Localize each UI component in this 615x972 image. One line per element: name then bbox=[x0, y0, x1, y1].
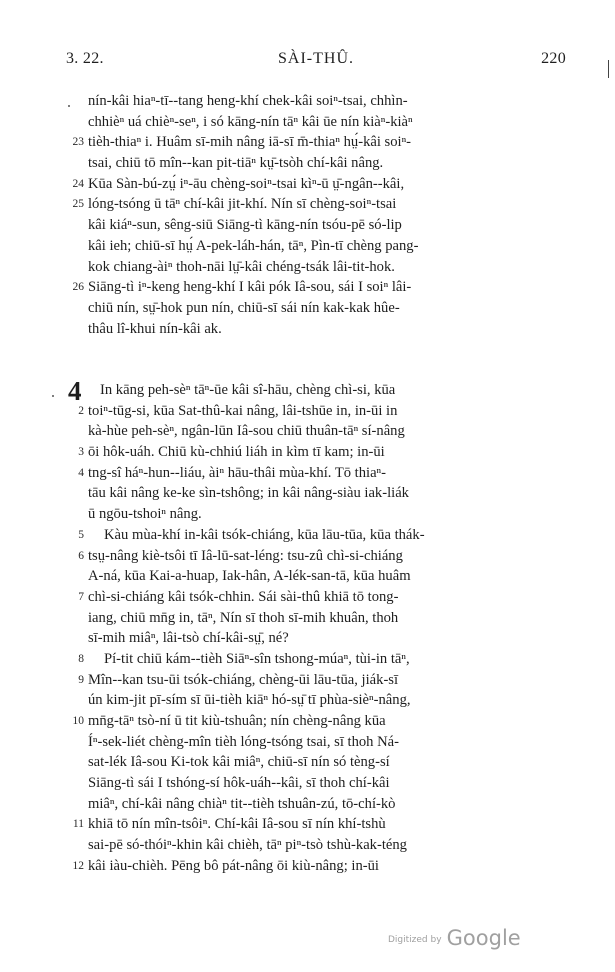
line-text: lóng-tsóng ū tāⁿ chí-kâi jit-khí. Nín sī chèng-soiⁿ-tsai bbox=[88, 196, 397, 213]
verse-number: 23 bbox=[72, 136, 84, 149]
text-line bbox=[72, 132, 553, 153]
line-text: ōi hôk-uáh. Chiū kù-chhiú liáh in kìm tī kam; in-ūi bbox=[88, 444, 385, 461]
verse-number: 4 bbox=[78, 466, 84, 479]
running-header bbox=[66, 50, 566, 74]
text-line bbox=[88, 773, 553, 794]
verse-number: 6 bbox=[78, 549, 84, 562]
section-chapter-3-end bbox=[72, 91, 553, 339]
line-text: Pí-tit chiū kám--tièh Siāⁿ-sîn tshong-múaⁿ, tùi-in tāⁿ, bbox=[104, 650, 410, 667]
text-line bbox=[78, 442, 553, 463]
line-text: A-ná, kūa Kai-a-huap, Iak-hân, A-lék-san-tā, kūa huâm bbox=[88, 568, 411, 585]
line-text: kâi kiáⁿ-sun, sêng-siū Siāng-tì kāng-nín tsóu-pē só-lip bbox=[88, 217, 402, 234]
line-text: ún kim-jit pī-sím sī ūi-tièh kiāⁿ hó-sṳ̄ tī phùa-sièⁿ-nâng, bbox=[88, 692, 411, 709]
text-line bbox=[72, 277, 553, 298]
text-line bbox=[88, 752, 553, 773]
text-line bbox=[72, 856, 553, 877]
line-text: sat-lék Iâ-sou Ki-tok kâi miâⁿ, chiū-sī nín só tèng-sí bbox=[88, 754, 390, 771]
text-line bbox=[88, 504, 553, 525]
text-line bbox=[88, 215, 553, 236]
line-text: sai-pē só-thóiⁿ-khin kâi chièh, tāⁿ piⁿ-tsò tshù-kak-téng bbox=[88, 837, 407, 854]
text-line bbox=[88, 112, 553, 133]
text-line bbox=[88, 319, 553, 340]
text-line bbox=[78, 546, 553, 567]
section-chapter-4 bbox=[68, 376, 553, 877]
line-text: kà-hùe peh-sèⁿ, ngân-lūn Iâ-sou chiū thuân-tāⁿ sí-nâng bbox=[88, 423, 405, 440]
line-text: mn̄g-tāⁿ tsò-ní ū tit kiù-tshuân; nín chèng-nâng kūa bbox=[88, 713, 386, 729]
line-text: Siāng-tì iⁿ-keng heng-khí I kâi pók Iâ-sou, sái I soiⁿ lâi- bbox=[88, 279, 412, 296]
text-line bbox=[88, 794, 553, 815]
verse-number: 10 bbox=[72, 715, 84, 727]
line-text: nín-kâi hiaⁿ-tī--tang heng-khí chek-kâi soiⁿ-tsai, chhìn- bbox=[88, 93, 408, 109]
google-logo: Google bbox=[446, 926, 521, 950]
line-text: toiⁿ-tūg-si, kūa Sat-thû-kai nâng, lâi-tshūe in, in-ūi in bbox=[88, 402, 398, 419]
text-line bbox=[72, 814, 553, 835]
line-text: khiā tō nín mîn-tsôiⁿ. Chí-kâi Iâ-sou sī nín khí-tshù bbox=[88, 816, 386, 833]
verse-number: 5 bbox=[78, 528, 84, 541]
text-line bbox=[88, 257, 553, 278]
text-line bbox=[88, 91, 553, 112]
chapter-verse-ref: 3. 22. bbox=[66, 50, 104, 67]
line-text: Mîn--kan tsu-ūi tsók-chiáng, chèng-ūi lāu-tūa, jiák-sī bbox=[88, 671, 399, 688]
text-line bbox=[88, 835, 553, 856]
line-text: Siāng-tì sái I tshóng-sí hôk-uáh--kâi, sī thoh chí-kâi bbox=[88, 775, 390, 792]
text-line bbox=[88, 732, 553, 753]
line-text: miâⁿ, chí-kâi nâng chiàⁿ tit--tièh tshuân-zú, tō-chí-kò bbox=[88, 795, 396, 812]
text-line bbox=[78, 670, 553, 691]
line-text: tsai, chiū tō mîn--kan pit-tiāⁿ kṳ̄-tsòh chí-kâi nâng. bbox=[88, 155, 384, 172]
line-text: In kāng peh-sèⁿ tāⁿ-ūe kâi sî-hāu, chèng chì-si, kūa bbox=[100, 382, 396, 398]
line-text: chhièⁿ uá chièⁿ-seⁿ, i só kāng-nín tāⁿ kâi ūe nín kiàⁿ-kiàⁿ bbox=[88, 113, 413, 130]
chapter-number: 4 bbox=[68, 376, 82, 406]
text-line bbox=[88, 236, 553, 257]
verse-number: 26 bbox=[72, 281, 84, 294]
verse-number: 2 bbox=[78, 404, 84, 417]
line-text: Kūa Sàn-bú-zṳ́ iⁿ-āu chèng-soiⁿ-tsai kìⁿ-ū ṳ̄-ngân--kâi, bbox=[88, 175, 405, 192]
text-line bbox=[88, 483, 553, 504]
scan-speck bbox=[68, 105, 70, 107]
verse-number: 3 bbox=[78, 446, 84, 459]
scan-speck bbox=[52, 395, 54, 397]
line-text: tièh-thiaⁿ i. Huâm sī-mih nâng iā-sī m̄-thiaⁿ hṳ́-kâi soiⁿ- bbox=[88, 134, 412, 151]
line-text: tāu kâi nâng ke-ke sìn-tshông; in kâi nâng-siàu iak-liák bbox=[88, 485, 409, 502]
verse-number: 9 bbox=[78, 673, 84, 686]
margin-mark bbox=[608, 60, 609, 78]
line-text: Kàu mùa-khí in-kâi tsók-chiáng, kūa lāu-tūa, kūa thák- bbox=[104, 526, 425, 543]
line-text: ū ngōu-tshoiⁿ nâng. bbox=[88, 506, 202, 523]
text-line bbox=[88, 628, 553, 649]
text-line bbox=[72, 194, 553, 215]
verse-number: 11 bbox=[72, 818, 84, 831]
text-line bbox=[88, 566, 553, 587]
line-text: kok chiang-àiⁿ thoh-nāi lṳ̄-kâi chéng-tsák lâi-tit-hok. bbox=[88, 258, 395, 275]
text-line bbox=[72, 711, 553, 732]
text-line bbox=[88, 298, 553, 319]
line-text: chì-si-chiáng kâi tsók-chhin. Sái sài-thû khiā tō tong- bbox=[88, 588, 399, 605]
text-line bbox=[88, 421, 553, 442]
digitized-by-text: Digitized by bbox=[388, 935, 442, 945]
digitized-watermark bbox=[388, 926, 521, 950]
text-line bbox=[78, 587, 553, 608]
line-text: sī-mih miâⁿ, lâi-tsò chí-kâi-sṳ̄, né? bbox=[88, 630, 289, 647]
verse-number: 12 bbox=[72, 859, 84, 872]
text-line bbox=[88, 153, 553, 174]
line-text: chiū nín, sṳ̄-hok pun nín, chiū-sī sái nín kak-kak hûe- bbox=[88, 299, 400, 316]
line-text: tng-sî háⁿ-hun--liáu, àiⁿ hāu-thâi mùa-khí. Tō thiaⁿ- bbox=[88, 464, 387, 481]
verse-number: 24 bbox=[72, 177, 84, 190]
line-text: thâu lî-khui nín-kâi ak. bbox=[88, 320, 222, 337]
book-title: SÀI-THÛ. bbox=[278, 50, 354, 67]
line-text: Íⁿ-sek-liét chèng-mîn tièh lóng-tsóng tsai, sī thoh Ná- bbox=[88, 733, 400, 750]
text-line bbox=[68, 376, 553, 406]
text-line bbox=[78, 649, 553, 670]
line-text: tsṳ-nâng kiè-tsôi tī Iâ-lū-sat-léng: tsu-zû chì-si-chiáng bbox=[88, 547, 403, 564]
text-line bbox=[88, 690, 553, 711]
verse-number: 7 bbox=[78, 590, 84, 603]
text-line bbox=[78, 525, 553, 546]
text-line bbox=[88, 608, 553, 629]
page-number: 220 bbox=[541, 50, 566, 67]
verse-number: 8 bbox=[78, 652, 84, 665]
line-text: iang, chiū mn̄g in, tāⁿ, Nín sī thoh sī-mih khuân, thoh bbox=[88, 609, 399, 626]
text-line bbox=[78, 463, 553, 484]
line-text: kâi ieh; chiū-sī hṳ́ A-pek-láh-hán, tāⁿ, Pìn-tī chèng pang- bbox=[88, 237, 419, 254]
verse-number: 25 bbox=[72, 198, 84, 211]
line-text: kâi iàu-chièh. Pēng bô pát-nâng ōi kiù-nâng; in-ūi bbox=[88, 857, 379, 874]
text-line bbox=[78, 401, 553, 422]
text-line bbox=[72, 174, 553, 195]
